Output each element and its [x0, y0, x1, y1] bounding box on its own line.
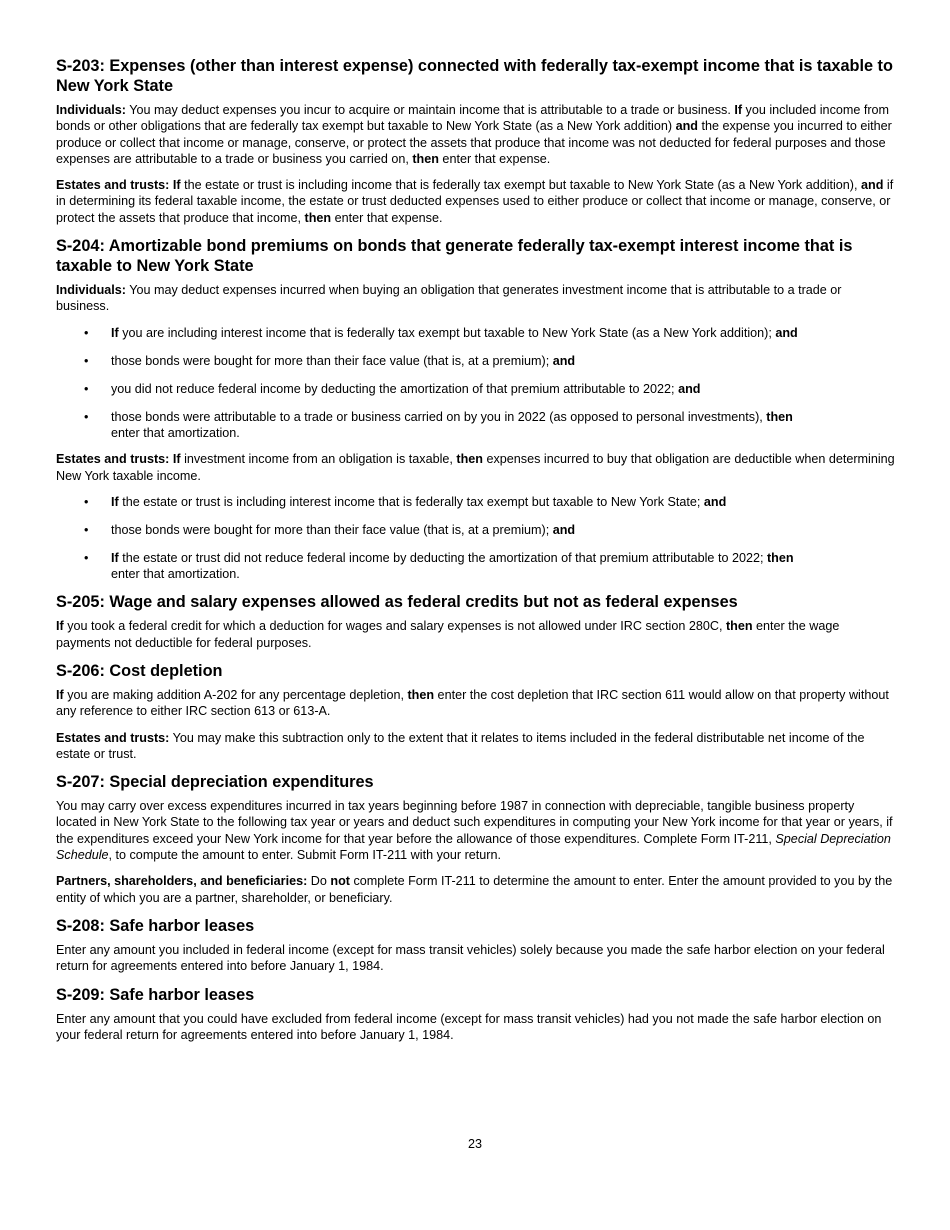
heading-s205: S-205: Wage and salary expenses allowed as federal credits but not as federal expenses [56, 593, 738, 612]
paragraph-s207-partners: Partners, shareholders, and beneficiaries: Do not complete Form IT-211 to determine the amount to enter. Enter the amount provided to you by the entity of which you are a partner, shareholder, or beneficiary. [56, 874, 893, 905]
page-number: 23 [467, 1137, 482, 1151]
paragraph-s203-estates: Estates and trusts: If the estate or trust is including income that is federally tax exempt but taxable to New York State (as a New York addition), and if in determining its federal taxable income, the estate or trust deducted expenses used to either produce or collect that income or manage, conserve, or protect the assets that produce that income, then enter that expense. [56, 178, 894, 225]
bullet-list-s204-estates [56, 494, 896, 583]
paragraph-s206: If you are making addition A-202 for any percentage depletion, then enter the cost depletion that IRC section 611 would allow on that property without any reference to either IRC section 613 or 613-A. [56, 687, 889, 719]
heading-s207: S-207: Special depreciation expenditures [56, 773, 374, 792]
heading-s209: S-209: Safe harbor leases [56, 985, 255, 1004]
paragraph-s209: Enter any amount that you could have excluded from federal income (except for mass transit vehicles) had you not made the safe harbor election on your federal return for agreements entered into before January 1, 1984. [56, 1011, 882, 1042]
list-item: • If you are including interest income that is federally tax exempt but taxable to New York State (as a New York addition); and [56, 325, 896, 341]
paragraph-s206-estates: Estates and trusts: You may make this subtraction only to the extent that it relates to items included in the federal distributable net income of the estate or trust. [56, 730, 865, 761]
paragraph-s204-estates: Estates and trusts: If investment income from an obligation is taxable, then expenses incurred to buy that obligation are deductible when determining New York taxable income. [56, 452, 895, 483]
list-item: • those bonds were bought for more than their face value (that is, at a premium); and [56, 522, 896, 538]
list-item: • you did not reduce federal income by deducting the amortization of that premium attributable to 2022; and [56, 381, 896, 397]
paragraph-s205: If you took a federal credit for which a deduction for wages and salary expenses is not allowed under IRC section 280C, then enter the wage payments not deductible for federal purposes. [56, 619, 840, 650]
list-item: • those bonds were bought for more than their face value (that is, at a premium); and [56, 353, 896, 369]
heading-s203: S-203: Expenses (other than interest expense) connected with federally tax-exempt income that is taxable to New York State [56, 57, 893, 95]
paragraph-s208: Enter any amount you included in federal income (except for mass transit vehicles) solely because you made the safe harbor election on your federal return for agreements entered into before January 1, 1984. [56, 942, 885, 974]
heading-s206: S-206: Cost depletion [56, 661, 223, 680]
heading-s208: S-208: Safe harbor leases [56, 916, 255, 935]
document-page [56, 56, 896, 1053]
list-item: • those bonds were attributable to a trade or business carried on by you in 2022 (as opposed to personal investments), then enter that amortization. [56, 409, 896, 442]
list-item: • If the estate or trust is including interest income that is federally tax exempt but taxable to New York State; and [56, 494, 896, 510]
paragraph-s204-individuals: Individuals: You may deduct expenses incurred when buying an obligation that generates investment income that is attributable to a trade or business. [56, 283, 842, 314]
list-item: • If the estate or trust did not reduce federal income by deducting the amortization of that premium attributable to 2022; then enter that amortization. [56, 550, 896, 583]
paragraph-s203-individuals: Individuals: You may deduct expenses you incur to acquire or maintain income that is attributable to a trade or business. If you included income from bonds or other obligations that are federally tax exempt but taxable to New York State (as a New York addition) and the expense you incurred to either produce or collect that income or manage, conserve, or protect the assets that produce that income was not deducted for federal purposes and those expenses are attributable to a trade or business you carried on, then enter that expense. [56, 103, 892, 166]
paragraph-s207: You may carry over excess expenditures incurred in tax years beginning before 1987 in connection with depreciable, tangible business property located in New York State to the following tax year or years and deduct such expenditures in computing your New York income for that year or years, if the expenditures exceed your New York income for that year before the allowance of those expenditures. Complete Form IT-211, Special Depreciation Schedule, to compute the amount to enter. Submit Form IT-211 with your return. [56, 799, 893, 863]
heading-s204: S-204: Amortizable bond premiums on bonds that generate federally tax-exempt interest income that is taxable to New York State [56, 237, 853, 276]
bullet-list-s204-individuals [56, 325, 896, 442]
